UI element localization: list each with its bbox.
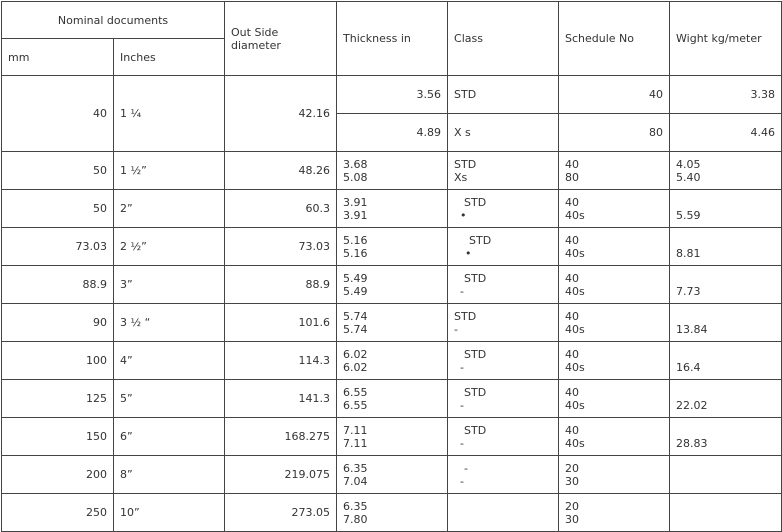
cell-weight-line: 7.73 bbox=[676, 284, 701, 298]
cell-class bbox=[448, 304, 559, 342]
cell-thickness-line: 5.16 bbox=[343, 246, 368, 260]
cell-weight-line bbox=[676, 348, 775, 361]
cell-mm bbox=[2, 494, 114, 532]
cell-schedule bbox=[559, 380, 670, 418]
table-row bbox=[2, 304, 782, 342]
cell-class-line: STD bbox=[464, 423, 487, 437]
cell-mm bbox=[2, 342, 114, 380]
cell-outside-diameter-line: 88.9 bbox=[305, 278, 331, 291]
cell-weight bbox=[670, 228, 782, 266]
cell-mm bbox=[2, 152, 114, 190]
cell-schedule-line: 40 bbox=[565, 423, 580, 437]
cell-outside-diameter-line: 60.3 bbox=[305, 202, 331, 215]
cell-thickness bbox=[337, 228, 448, 266]
cell-class bbox=[448, 152, 559, 190]
cell-thickness bbox=[337, 190, 448, 228]
cell-mm bbox=[2, 190, 114, 228]
cell-schedule-line: 40s bbox=[565, 322, 585, 336]
cell-class-line bbox=[454, 513, 552, 526]
cell-mm-line: 50 bbox=[93, 202, 107, 215]
cell-weight-line bbox=[676, 386, 775, 399]
cell-outside-diameter-line: 273.05 bbox=[291, 506, 331, 519]
cell-class-line: • bbox=[460, 208, 467, 222]
cell-weight-line bbox=[676, 462, 775, 475]
cell-schedule-line: 40s bbox=[565, 208, 585, 222]
cell-schedule-line: 40s bbox=[565, 360, 585, 374]
cell-thickness-line: 7.04 bbox=[343, 474, 368, 488]
cell-class bbox=[448, 190, 559, 228]
cell-mm bbox=[2, 266, 114, 304]
cell-schedule-line: 40 bbox=[565, 157, 580, 171]
cell-schedule-line: 80 bbox=[565, 170, 580, 184]
cell-weight-line: 22.02 bbox=[676, 398, 708, 412]
cell-schedule-line: 30 bbox=[565, 474, 580, 488]
cell-mm-line: 200 bbox=[86, 468, 107, 481]
cell-class-line: STD bbox=[464, 385, 487, 399]
cell-mm-line: 150 bbox=[86, 430, 107, 443]
cell-inches: 1 ¼ bbox=[114, 76, 225, 152]
cell-thickness bbox=[337, 266, 448, 304]
cell-inches-line: 2 ½” bbox=[120, 240, 147, 253]
cell-outside-diameter: 42.16 bbox=[225, 76, 337, 152]
cell-inches-line: 2” bbox=[120, 202, 133, 215]
cell-schedule-line: 40s bbox=[565, 284, 585, 298]
cell-class-line: - bbox=[454, 322, 458, 336]
cell-schedule bbox=[559, 266, 670, 304]
cell-weight-line bbox=[676, 475, 775, 488]
table-row bbox=[2, 76, 782, 114]
cell-schedule-line: 40 bbox=[565, 271, 580, 285]
cell-schedule-line: 40 bbox=[565, 347, 580, 361]
cell-thickness-line: 5.49 bbox=[343, 284, 368, 298]
cell-schedule bbox=[559, 342, 670, 380]
cell-schedule bbox=[559, 494, 670, 532]
cell-inches-line: 3 ½ “ bbox=[120, 316, 151, 329]
cell-thickness bbox=[337, 304, 448, 342]
header-outside-diameter: Out Side diameter bbox=[225, 2, 337, 76]
cell-weight-line bbox=[676, 500, 775, 513]
cell-thickness-line: 5.16 bbox=[343, 233, 368, 247]
cell-schedule bbox=[559, 418, 670, 456]
cell-class bbox=[448, 494, 559, 532]
cell-class bbox=[448, 228, 559, 266]
cell-schedule: 80 bbox=[559, 114, 670, 152]
cell-mm-line: 90 bbox=[93, 316, 107, 329]
cell-weight bbox=[670, 494, 782, 532]
cell-thickness-line: 6.02 bbox=[343, 360, 368, 374]
cell-thickness-line: 7.11 bbox=[343, 423, 368, 437]
cell-outside-diameter bbox=[225, 190, 337, 228]
cell-outside-diameter bbox=[225, 342, 337, 380]
cell-outside-diameter bbox=[225, 152, 337, 190]
cell-schedule bbox=[559, 456, 670, 494]
cell-thickness-line: 7.80 bbox=[343, 512, 368, 526]
cell-schedule bbox=[559, 190, 670, 228]
table-row bbox=[2, 190, 782, 228]
cell-mm: 40 bbox=[2, 76, 114, 152]
cell-inches-line: 4” bbox=[120, 354, 133, 367]
cell-class-line: - bbox=[460, 436, 464, 450]
cell-thickness bbox=[337, 342, 448, 380]
header-class: Class bbox=[448, 2, 559, 76]
cell-weight bbox=[670, 380, 782, 418]
cell-class-line: STD bbox=[464, 271, 487, 285]
cell-schedule bbox=[559, 228, 670, 266]
cell-mm bbox=[2, 456, 114, 494]
cell-inches bbox=[114, 494, 225, 532]
header-schedule: Schedule No bbox=[559, 2, 670, 76]
cell-inches-line: 6” bbox=[120, 430, 133, 443]
cell-weight bbox=[670, 266, 782, 304]
cell-mm-line: 250 bbox=[86, 506, 107, 519]
cell-schedule-line: 40s bbox=[565, 436, 585, 450]
cell-schedule: 40 bbox=[559, 76, 670, 114]
cell-class-line: - bbox=[460, 474, 464, 488]
cell-weight bbox=[670, 342, 782, 380]
table-row bbox=[2, 494, 782, 532]
cell-thickness-line: 6.55 bbox=[343, 398, 368, 412]
cell-mm-line: 100 bbox=[86, 354, 107, 367]
cell-mm-line: 50 bbox=[93, 164, 107, 177]
cell-mm bbox=[2, 304, 114, 342]
cell-schedule-line: 30 bbox=[565, 512, 580, 526]
cell-class-line bbox=[454, 500, 552, 513]
cell-weight-line bbox=[676, 234, 775, 247]
cell-thickness-line: 3.68 bbox=[343, 157, 368, 171]
cell-class bbox=[448, 266, 559, 304]
cell-outside-diameter bbox=[225, 418, 337, 456]
cell-class-line: STD bbox=[454, 309, 477, 323]
cell-mm-line: 73.03 bbox=[75, 240, 107, 253]
cell-outside-diameter-line: 48.26 bbox=[298, 164, 331, 177]
table-row bbox=[2, 228, 782, 266]
cell-inches bbox=[114, 418, 225, 456]
table-row bbox=[2, 418, 782, 456]
cell-schedule-line: 20 bbox=[565, 461, 580, 475]
cell-class-line: STD bbox=[454, 157, 477, 171]
cell-outside-diameter bbox=[225, 266, 337, 304]
cell-thickness-line: 6.35 bbox=[343, 499, 368, 513]
cell-weight bbox=[670, 418, 782, 456]
cell-thickness: 4.89 bbox=[337, 114, 448, 152]
cell-thickness-line: 3.91 bbox=[343, 195, 368, 209]
header-mm: mm bbox=[2, 39, 114, 76]
table-row bbox=[2, 266, 782, 304]
cell-outside-diameter-line: 168.275 bbox=[284, 430, 331, 443]
cell-thickness-line: 5.74 bbox=[343, 322, 368, 336]
cell-inches bbox=[114, 380, 225, 418]
cell-class bbox=[448, 342, 559, 380]
cell-weight: 4.46 bbox=[670, 114, 782, 152]
cell-outside-diameter-line: 219.075 bbox=[284, 468, 331, 481]
cell-inches bbox=[114, 304, 225, 342]
cell-class-line: - bbox=[460, 398, 464, 412]
cell-outside-diameter-line: 73.03 bbox=[298, 240, 331, 253]
cell-class: STD bbox=[448, 76, 559, 114]
cell-thickness bbox=[337, 494, 448, 532]
cell-outside-diameter-line: 101.6 bbox=[298, 316, 331, 329]
cell-thickness-line: 7.11 bbox=[343, 436, 368, 450]
cell-thickness-line: 6.02 bbox=[343, 347, 368, 361]
cell-thickness-line: 5.08 bbox=[343, 170, 368, 184]
cell-class bbox=[448, 418, 559, 456]
cell-weight-line bbox=[676, 424, 775, 437]
cell-weight-line: 5.40 bbox=[676, 170, 701, 184]
cell-mm bbox=[2, 380, 114, 418]
cell-inches-line: 8” bbox=[120, 468, 133, 481]
cell-weight bbox=[670, 304, 782, 342]
cell-outside-diameter bbox=[225, 380, 337, 418]
cell-class bbox=[448, 380, 559, 418]
cell-thickness bbox=[337, 380, 448, 418]
cell-inches-line: 10” bbox=[120, 506, 140, 519]
header-inches: Inches bbox=[114, 39, 225, 76]
header-thickness: Thickness in bbox=[337, 2, 448, 76]
cell-weight-line: 13.84 bbox=[676, 322, 708, 336]
cell-class: X s bbox=[448, 114, 559, 152]
cell-schedule-line: 40s bbox=[565, 398, 585, 412]
header-weight: Wight kg/meter bbox=[670, 2, 782, 76]
cell-weight-line bbox=[676, 196, 775, 209]
cell-mm bbox=[2, 228, 114, 266]
cell-inches-line: 5” bbox=[120, 392, 133, 405]
cell-class-line: - bbox=[464, 461, 468, 475]
cell-outside-diameter bbox=[225, 456, 337, 494]
cell-inches bbox=[114, 342, 225, 380]
table-row bbox=[2, 342, 782, 380]
cell-mm-line: 88.9 bbox=[82, 278, 107, 291]
cell-inches bbox=[114, 228, 225, 266]
cell-class-line: - bbox=[460, 360, 464, 374]
cell-schedule-line: 20 bbox=[565, 499, 580, 513]
cell-inches-line: 3” bbox=[120, 278, 133, 291]
table-row bbox=[2, 456, 782, 494]
cell-inches bbox=[114, 152, 225, 190]
cell-thickness bbox=[337, 418, 448, 456]
cell-schedule-line: 40 bbox=[565, 233, 580, 247]
cell-thickness-line: 6.55 bbox=[343, 385, 368, 399]
cell-inches bbox=[114, 190, 225, 228]
cell-weight-line: 28.83 bbox=[676, 436, 708, 450]
cell-weight-line: 4.05 bbox=[676, 157, 701, 171]
cell-weight bbox=[670, 190, 782, 228]
cell-inches bbox=[114, 456, 225, 494]
cell-schedule bbox=[559, 152, 670, 190]
cell-thickness-line: 6.35 bbox=[343, 461, 368, 475]
cell-thickness-line: 3.91 bbox=[343, 208, 368, 222]
cell-weight-line bbox=[676, 272, 775, 285]
header-row-top bbox=[2, 2, 782, 39]
cell-outside-diameter-line: 114.3 bbox=[298, 354, 331, 367]
pipe-schedule-table bbox=[1, 1, 782, 532]
cell-thickness: 3.56 bbox=[337, 76, 448, 114]
cell-schedule-line: 40 bbox=[565, 195, 580, 209]
cell-weight-line: 16.4 bbox=[676, 360, 701, 374]
cell-mm-line: 125 bbox=[86, 392, 107, 405]
table-row bbox=[2, 380, 782, 418]
cell-class-line: STD bbox=[469, 233, 492, 247]
cell-outside-diameter bbox=[225, 228, 337, 266]
cell-weight bbox=[670, 152, 782, 190]
cell-class-line: - bbox=[460, 284, 464, 298]
cell-thickness bbox=[337, 152, 448, 190]
cell-weight-line: 5.59 bbox=[676, 208, 701, 222]
cell-weight-line bbox=[676, 513, 775, 526]
cell-class-line: STD bbox=[464, 195, 487, 209]
cell-schedule-line: 40 bbox=[565, 385, 580, 399]
cell-mm bbox=[2, 418, 114, 456]
cell-thickness-line: 5.74 bbox=[343, 309, 368, 323]
cell-inches bbox=[114, 266, 225, 304]
cell-weight: 3.38 bbox=[670, 76, 782, 114]
cell-outside-diameter-line: 141.3 bbox=[298, 392, 331, 405]
cell-class-line: • bbox=[465, 246, 472, 260]
cell-weight-line bbox=[676, 310, 775, 323]
header-nominal-documents: Nominal documents bbox=[2, 2, 225, 39]
cell-inches-line: 1 ½” bbox=[120, 164, 147, 177]
cell-class-line: Xs bbox=[454, 170, 468, 184]
cell-weight bbox=[670, 456, 782, 494]
cell-outside-diameter bbox=[225, 304, 337, 342]
cell-thickness bbox=[337, 456, 448, 494]
cell-class bbox=[448, 456, 559, 494]
cell-outside-diameter bbox=[225, 494, 337, 532]
cell-schedule bbox=[559, 304, 670, 342]
table-body bbox=[2, 152, 782, 532]
cell-class-line: STD bbox=[464, 347, 487, 361]
cell-weight-line: 8.81 bbox=[676, 246, 701, 260]
cell-thickness-line: 5.49 bbox=[343, 271, 368, 285]
cell-schedule-line: 40s bbox=[565, 246, 585, 260]
cell-schedule-line: 40 bbox=[565, 309, 580, 323]
table-row bbox=[2, 152, 782, 190]
